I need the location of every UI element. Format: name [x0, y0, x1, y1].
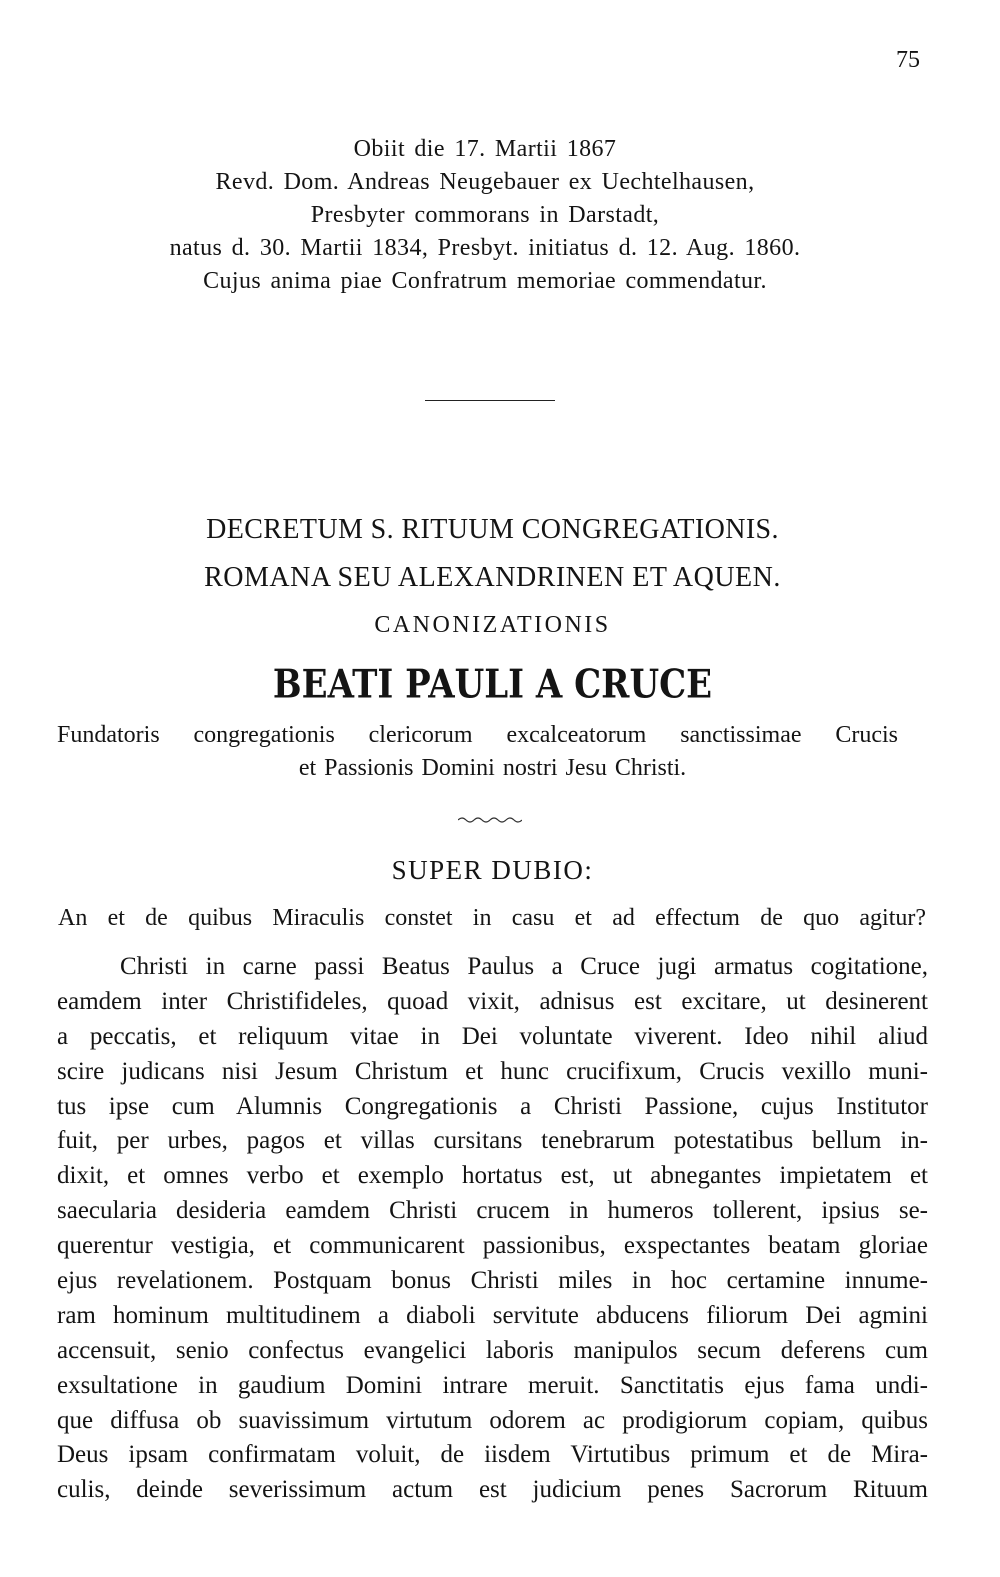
decree-title: BEATI PAULI A CRUCE: [272, 662, 713, 708]
body-line: saecularia desideria eamdem Christi crucem in humeros tollerent, ipsius se-: [57, 1197, 928, 1225]
body-line: eamdem inter Christifideles, quoad vixit, adnisus est excitare, ut desinerent: [57, 987, 928, 1015]
body-line: que diffusa ob suavissimum virtutum odorem ac prodigiorum copiam, quibus: [57, 1406, 928, 1434]
page-number: 75: [896, 47, 920, 73]
body-line: dixit, et omnes verbo et exemplo hortatus est, ut abnegantes impietatem et: [57, 1162, 928, 1190]
body-line: ejus revelationem. Postquam bonus Christi miles in hoc certamine innume-: [57, 1267, 928, 1295]
body-line: ram hominum multitudinem a diaboli servitute abducens filiorum Dei agmini: [57, 1301, 928, 1329]
obituary-notice: [50, 133, 920, 298]
body-line: tus ipse cum Alumnis Congregationis a Christi Passione, cujus Institutor: [57, 1092, 928, 1120]
obituary-line: natus d. 30. Martii 1834, Presbyt. initiatus d. 12. Aug. 1860.: [169, 235, 801, 261]
body-line: querentur vestigia, et communicarent passionibus, exspectantes beatam gloriae: [57, 1232, 928, 1260]
obituary-line: Revd. Dom. Andreas Neugebauer ex Uechtelhausen,: [215, 169, 755, 195]
decree-subheading: CANONIZATIONIS: [374, 612, 611, 638]
dubium-question: An et de quibus Miraculis constet in casu et ad effectum de quo agitur?: [58, 905, 926, 931]
body-line: scire judicans nisi Jesum Christum et hunc crucifixum, Crucis vexillo muni-: [57, 1057, 928, 1085]
body-line: Deus ipsam confirmatam voluit, de iisdem Virtutibus primum et de Mira-: [57, 1441, 928, 1469]
body-line: accensuit, senio confectus evangelici laboris manipulos secum deferens cum: [57, 1336, 928, 1364]
obituary-line: Obiit die 17. Martii 1867: [353, 136, 617, 162]
body-line: Christi in carne passi Beatus Paulus a Cruce jugi armatus cogitatione,: [120, 953, 928, 980]
dubium-heading: SUPER DUBIO:: [391, 855, 594, 885]
decree-subtitle-line: et Passionis Domini nostri Jesu Christi.: [298, 755, 687, 781]
body-line: a peccatis, et reliquum vitae in Dei voluntate viverent. Ideo nihil aliud: [57, 1022, 928, 1050]
decree-heading: ROMANA SEU ALEXANDRINEN ET AQUEN.: [204, 562, 781, 593]
obituary-line: Presbyter commorans in Darstadt,: [310, 202, 660, 228]
obituary-line: Cujus anima piae Confratrum memoriae commendatur.: [203, 268, 767, 294]
body-line: fuit, per urbes, pagos et villas cursitans tenebrarum potestatibus bellum in-: [57, 1127, 928, 1155]
decree-heading: DECRETUM S. RITUUM CONGREGATIONIS.: [206, 514, 779, 545]
decree-subtitle-line: Fundatoris congregationis clericorum excalceatorum sanctissimae Crucis: [57, 722, 898, 748]
body-line: culis, deinde severissimum actum est judicium penes Sacrorum Rituum: [57, 1476, 928, 1504]
ornament-rule: [458, 814, 522, 824]
body-line: exsultatione in gaudium Domini intrare meruit. Sanctitatis ejus fama undi-: [57, 1371, 928, 1399]
section-divider: [425, 400, 555, 401]
body-text: [57, 950, 928, 1508]
